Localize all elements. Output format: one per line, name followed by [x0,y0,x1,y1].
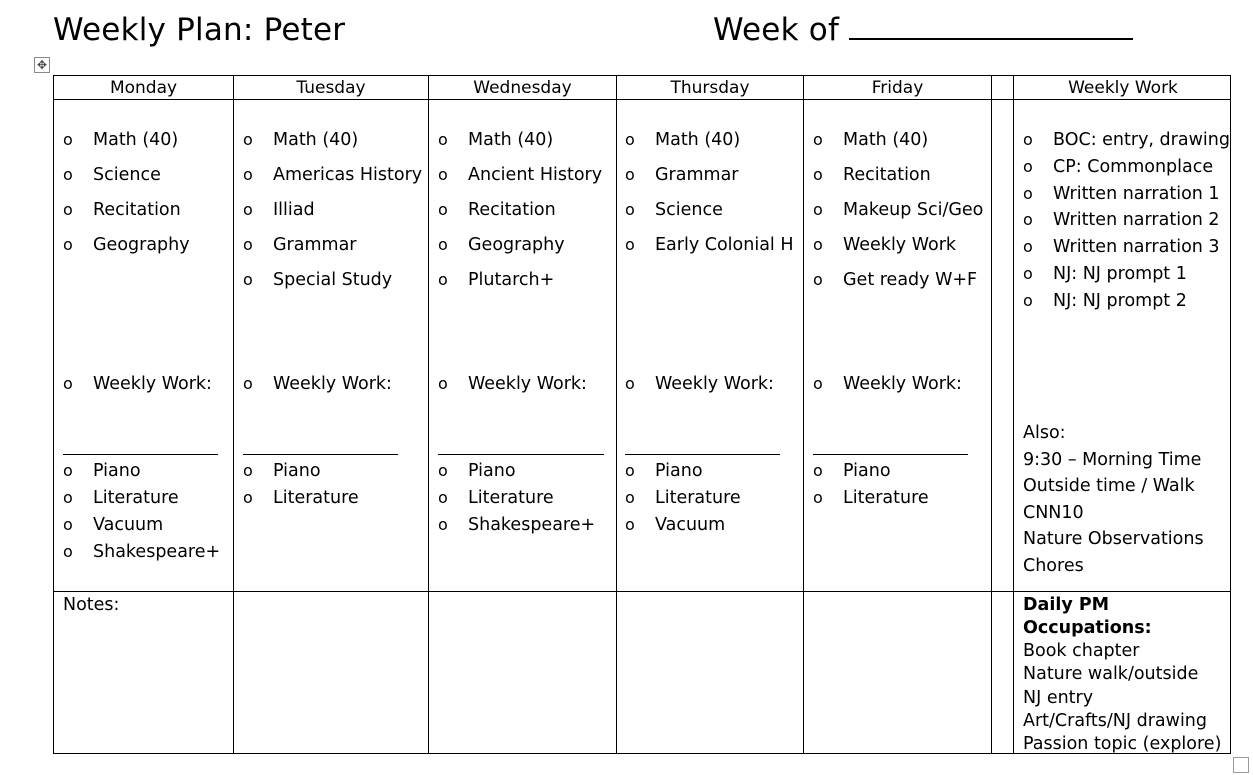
weekly-work-list-item [1023,263,1187,285]
bullet-circle-icon: o [243,270,253,289]
checklist-item-label: Grammar [273,235,357,255]
weekly-work-list-item [1023,290,1187,312]
weekly-work-label: Weekly Work: [655,374,774,394]
checklist-item [438,199,556,221]
bullet-circle-icon: o [813,130,823,149]
weekly-plan-table [53,75,1231,754]
checklist-item-label: Ancient History [468,165,603,185]
bullet-circle-icon: o [243,374,253,393]
bullet-circle-icon: o [243,200,253,219]
checklist-item [813,164,931,186]
checklist-item-label: Recitation [93,200,181,220]
checklist-item [625,129,740,151]
bullet-circle-icon: o [1023,264,1033,283]
bullet-circle-icon: o [243,130,253,149]
pm-occupation-line: Nature walk/outside [1023,664,1199,685]
weekly-work-blank-line [243,454,398,455]
checklist-item [625,164,739,186]
also-line: Chores [1023,555,1084,576]
checklist-item-label: Shakespeare+ [93,542,221,562]
weekly-work-list-label: NJ: NJ prompt 2 [1053,290,1187,311]
checklist-item-label: Geography [468,235,565,255]
weekly-work-blank-line [625,454,780,455]
weekly-work-list-item [1023,236,1220,258]
weekly-work-blank-line [813,454,968,455]
checklist-item-label: Literature [843,488,929,508]
checklist-item-label: Science [655,200,723,220]
column-divider [803,76,804,753]
checklist-item [625,514,725,536]
bullet-circle-icon: o [243,235,253,254]
checklist-item-label: Geography [93,235,190,255]
checklist-item-label: Piano [93,461,141,481]
checklist-item [63,164,161,186]
also-line: Nature Observations [1023,529,1204,549]
checklist-item-label: Get ready W+F [843,270,978,290]
checklist-item [438,129,553,151]
header-friday: Friday [871,78,924,98]
checklist-item [625,487,741,509]
weekly-work-item [243,373,392,395]
header-wednesday: Wednesday [473,78,572,98]
bullet-circle-icon: o [63,488,73,507]
bullet-circle-icon: o [1023,290,1033,310]
checklist-item [813,234,956,256]
bullet-circle-icon: o [438,488,448,507]
checklist-item [63,541,220,563]
checklist-item-label: Literature [468,488,554,508]
also-line: Outside time / Walk [1023,476,1195,496]
checklist-item [813,460,891,482]
header-tuesday: Tuesday [296,78,366,98]
bullet-circle-icon: o [438,200,448,219]
also-heading: Also: [1023,423,1066,443]
bullet-circle-icon: o [438,270,448,289]
checklist-item [438,164,602,186]
checklist-item [243,199,315,221]
checklist-item-label: Math (40) [273,130,359,150]
notes-row-divider [54,591,1230,592]
weekly-work-label: Weekly Work: [273,374,392,394]
notes-label: Notes: [63,595,120,615]
checklist-item [243,460,321,482]
also-line: 9:30 – Morning Time [1023,449,1202,470]
checklist-item [243,269,392,291]
checklist-item-label: Illiad [273,200,315,220]
weekly-work-list-item [1023,183,1220,205]
checklist-item-label: Weekly Work [843,235,957,255]
checklist-item [625,460,703,482]
page-title: Weekly Plan: Peter [53,12,346,48]
pm-occupation-line: Passion topic (explore) [1023,734,1222,755]
table-move-handle-icon[interactable]: ✥ [34,57,50,73]
column-divider [233,76,234,753]
checklist-item [63,487,179,509]
weekly-work-item [625,373,774,395]
checklist-item-label: Math (40) [655,130,741,150]
pm-heading-line2: Occupations: [1023,618,1152,638]
checklist-item-label: Science [93,165,161,185]
bullet-circle-icon: o [625,461,635,480]
bullet-circle-icon: o [1023,210,1033,230]
checklist-item [813,199,983,221]
bullet-circle-icon: o [813,165,823,184]
weekly-work-label: Weekly Work: [93,374,212,394]
weekly-work-blank-line [63,454,218,455]
bullet-circle-icon: o [243,165,253,184]
checklist-item-label: Literature [273,488,359,508]
pm-occupation-line: Book chapter [1023,641,1140,661]
pm-heading-line1: Daily PM [1023,595,1110,615]
checklist-item [813,129,928,151]
weekly-work-list-label: Written narration 1 [1053,183,1220,204]
checklist-item-label: Grammar [655,165,739,185]
column-divider [616,76,617,753]
bullet-circle-icon: o [438,515,448,534]
checklist-item-label: Piano [468,461,516,481]
bullet-circle-icon: o [63,130,73,149]
checklist-item-label: Shakespeare+ [468,515,596,535]
bullet-circle-icon: o [813,374,823,393]
weekly-work-item [63,373,212,395]
weekly-work-list-item [1023,156,1213,178]
checklist-item-label: Literature [655,488,741,508]
bullet-circle-icon: o [625,488,635,507]
bullet-circle-icon: o [243,461,253,480]
checklist-item [625,234,794,256]
checklist-item [438,269,554,291]
weekly-work-list-item [1023,209,1220,231]
week-of-blank-line [849,12,1133,40]
header-row-divider [54,99,1230,100]
checklist-item [438,234,565,256]
pm-occupation-line: Art/Crafts/NJ drawing [1023,710,1208,731]
bullet-circle-icon: o [63,515,73,534]
checklist-item [243,164,422,186]
bullet-circle-icon: o [438,235,448,254]
checklist-item [63,460,141,482]
weekly-work-list-label: NJ: NJ prompt 1 [1053,264,1187,284]
checklist-item [438,514,595,536]
header-thursday: Thursday [670,78,750,98]
checklist-item-label: Math (40) [93,130,179,150]
checklist-item-label: Literature [93,488,179,508]
bullet-circle-icon: o [63,374,73,393]
bullet-circle-icon: o [813,488,823,507]
bullet-circle-icon: o [63,461,73,480]
checklist-item-label: Recitation [843,165,931,185]
bullet-circle-icon: o [625,374,635,393]
checklist-item-label: Piano [273,461,321,481]
checklist-item [243,129,358,151]
checklist-item [63,129,178,151]
checklist-item [243,234,357,256]
bullet-circle-icon: o [625,235,635,254]
checklist-item [813,487,929,509]
also-line: CNN10 [1023,502,1084,523]
week-of-text: Week of [713,12,840,48]
column-divider [1013,76,1014,753]
header-weekly-work: Weekly Work [1068,78,1178,98]
bullet-circle-icon: o [625,200,635,219]
bullet-circle-icon: o [813,235,823,254]
column-divider [991,76,992,753]
week-of-label [713,10,1133,50]
weekly-work-list-label: Written narration 2 [1053,210,1220,231]
bullet-circle-icon: o [63,235,73,254]
bullet-circle-icon: o [625,130,635,149]
checklist-item-label: Math (40) [468,130,554,150]
checklist-item-label: Plutarch+ [468,270,555,290]
checklist-item-label: Early Colonial H [655,235,794,255]
bullet-circle-icon: o [438,374,448,393]
header-spacer [992,76,1013,99]
bullet-circle-icon: o [438,130,448,149]
checklist-item [63,234,190,256]
checklist-item [625,199,723,221]
checklist-item [813,269,977,291]
checklist-item [63,514,163,536]
bullet-circle-icon: o [1023,130,1033,149]
checklist-item [243,487,359,509]
checklist-item-label: Makeup Sci/Geo [843,200,984,220]
checklist-item-label: Vacuum [93,515,164,535]
checklist-item-label: Vacuum [655,515,726,535]
bullet-circle-icon: o [243,488,253,507]
weekly-work-list-label: CP: Commonplace [1053,156,1214,177]
bullet-circle-icon: o [1023,183,1033,203]
weekly-work-list-label: BOC: entry, drawing [1053,130,1230,150]
bullet-circle-icon: o [63,200,73,219]
bullet-circle-icon: o [1023,237,1033,257]
weekly-work-list-item [1023,129,1230,151]
checklist-item-label: Piano [655,461,703,481]
bullet-circle-icon: o [63,542,73,561]
checklist-item [438,487,554,509]
weekly-work-label: Weekly Work: [843,374,962,394]
bullet-circle-icon: o [63,165,73,184]
weekly-work-label: Weekly Work: [468,374,587,394]
pm-occupation-line: NJ entry [1023,687,1094,708]
column-divider [428,76,429,753]
table-resize-handle[interactable] [1233,757,1249,773]
bullet-circle-icon: o [625,515,635,534]
weekly-work-item [438,373,587,395]
checklist-item [438,460,516,482]
checklist-item-label: Piano [843,461,891,481]
bullet-circle-icon: o [813,270,823,289]
bullet-circle-icon: o [625,165,635,184]
bullet-circle-icon: o [813,200,823,219]
checklist-item-label: Recitation [468,200,556,220]
checklist-item-label: Special Study [273,270,393,290]
bullet-circle-icon: o [813,461,823,480]
checklist-item-label: Americas History [273,165,423,185]
weekly-work-blank-line [438,454,604,455]
bullet-circle-icon: o [438,165,448,184]
checklist-item [63,199,181,221]
checklist-item-label: Math (40) [843,130,929,150]
bullet-circle-icon: o [1023,156,1033,176]
weekly-work-list-label: Written narration 3 [1053,237,1220,258]
header-monday: Monday [109,78,178,98]
bullet-circle-icon: o [438,461,448,480]
weekly-work-item [813,373,962,395]
